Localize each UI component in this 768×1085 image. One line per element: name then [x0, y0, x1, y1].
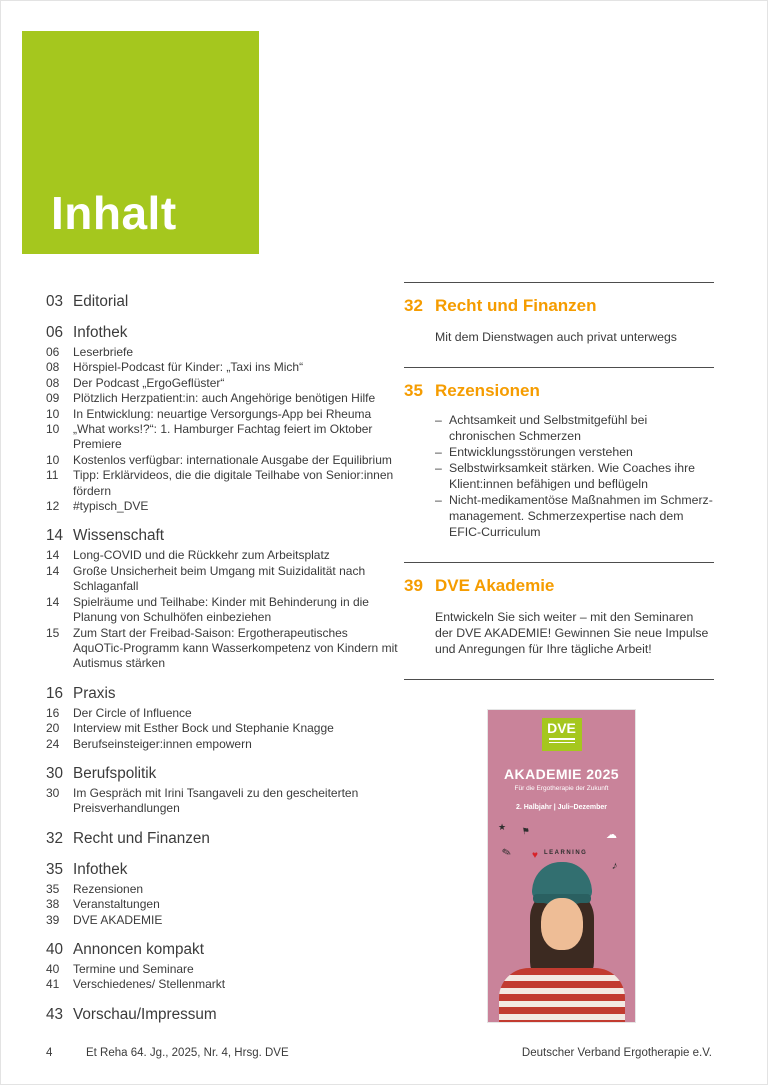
toc-page-number: 20 — [46, 721, 60, 736]
toc-entry-label: DVE AKADEMIE — [73, 912, 163, 927]
toc-item-row — [46, 499, 398, 514]
pencil-doodle-icon: ✎ — [500, 845, 513, 860]
highlight-page-number: 39 — [404, 576, 423, 595]
toc-entry-label: „What works!?“: 1. Hamburger Fachtag feiert im Oktober Premiere — [73, 422, 373, 452]
toc-page-number: 30 — [46, 785, 60, 800]
toc-entry-label: Hörspiel-Podcast für Kinder: „Taxi ins Mich“ — [73, 360, 304, 375]
footer-publisher: Deutscher Verband Ergotherapie e.V. — [521, 1047, 712, 1059]
highlight-heading — [404, 576, 714, 596]
toc-entry-label: Der Podcast „ErgoGeflüster“ — [73, 375, 225, 390]
highlight-heading — [404, 381, 714, 401]
toc-page-number: 35 — [46, 860, 64, 878]
toc-entry-label: Kostenlos verfügbar: internationale Ausgabe der Equilibrium — [73, 452, 392, 467]
list-dash: – — [435, 493, 442, 507]
toc-item-row — [46, 468, 398, 499]
page-title: Inhalt — [51, 187, 177, 239]
toc-item-row — [46, 786, 398, 817]
toc-item-row — [46, 407, 398, 422]
toc-item-row — [46, 977, 398, 992]
toc-item-row — [46, 548, 398, 563]
highlight-text: Entwickeln Sie sich weiter – mit den Seminaren der DVE AKADEMIE! Gewinnen Sie neue Impulse und Anregungen für Ihre tägliche Arbeit! — [435, 610, 709, 656]
toc-page-number: 12 — [46, 499, 60, 514]
toc-section-row — [46, 764, 398, 783]
list-item-text: Achtsamkeit und Selbstmitgefühl bei chronischen Schmerzen — [449, 413, 648, 443]
learning-doodle-text: LEARNING — [544, 850, 588, 856]
toc-section-row — [46, 292, 398, 311]
toc-item-row — [46, 376, 398, 391]
list-dash: – — [435, 413, 442, 427]
toc-item-row — [46, 422, 398, 453]
person-face — [541, 898, 583, 950]
cover-subtitle: Für die Ergotherapie der Zukunft — [514, 785, 609, 792]
list-dash: – — [435, 445, 442, 459]
toc-page-number: 14 — [46, 563, 60, 578]
list-dash: – — [435, 461, 442, 475]
toc-section-row — [46, 1005, 398, 1024]
toc-entry-label: Verschiedenes/ Stellenmarkt — [73, 977, 226, 992]
toc-item-row — [46, 345, 398, 360]
toc-entry-label: Editorial — [73, 293, 129, 310]
toc-item-row — [46, 595, 398, 626]
toc-page-number: 40 — [46, 961, 60, 976]
magazine-cover — [488, 710, 635, 1022]
toc-page-number: 14 — [46, 527, 64, 545]
toc-entry-label: Rezensionen — [73, 881, 144, 896]
cover-title: AKADEMIE 2025 — [504, 766, 619, 782]
toc-page-number: 08 — [46, 360, 60, 375]
dve-logo — [542, 718, 582, 751]
toc-page-number: 30 — [46, 764, 64, 782]
toc-entry-label: Long-COVID und die Rückkehr zum Arbeitsplatz — [73, 548, 330, 563]
page-footer — [46, 1047, 712, 1059]
toc-item-row — [46, 882, 398, 897]
toc-page-number: 16 — [46, 705, 60, 720]
list-item-text: Selbstwirksamkeit stärken. Wie Coaches ihre Klient:innen befähigen und beflügeln — [449, 461, 696, 491]
toc-entry-label: Infothek — [73, 860, 128, 878]
toc-entry-label: Wissenschaft — [73, 527, 164, 545]
toc-item-row — [46, 737, 398, 752]
toc-entry-label: Termine und Seminare — [73, 961, 194, 976]
toc-section-row — [46, 684, 398, 703]
toc-section-row — [46, 323, 398, 342]
toc-page-number: 11 — [46, 468, 59, 483]
toc-page-number: 16 — [46, 684, 64, 702]
toc-entry-label: Tipp: Erklärvideos, die die digitale Teilhabe von Senior:innen fördern — [73, 468, 394, 498]
toc-item-row — [46, 391, 398, 406]
list-item-text: Nicht-medikamentöse Maßnahmen im Schmerz-management. Schmerzexpertise nach dem EFIC-Curriculum — [449, 493, 713, 539]
dve-logo-text: DVE — [547, 720, 576, 736]
cloud-doodle-icon: ☁ — [606, 829, 617, 841]
inhalt-title-block — [22, 31, 259, 254]
toc-page-number: 14 — [46, 548, 60, 563]
toc-page-number: 06 — [46, 324, 64, 341]
toc-page-number: 10 — [46, 406, 60, 421]
toc-entry-label: Praxis — [73, 684, 116, 702]
highlight-list-item — [435, 444, 714, 460]
flag-doodle-icon: ⚑ — [521, 825, 531, 837]
toc-entry-label: Große Unsicherheit beim Umgang mit Suizidalität nach Schlaganfall — [73, 563, 366, 594]
toc-page-number: 09 — [46, 391, 60, 406]
highlight-block — [404, 367, 714, 562]
toc-page-number: 38 — [46, 897, 60, 912]
heart-doodle-icon: ♥ — [532, 850, 538, 861]
toc-page-number: 03 — [46, 293, 64, 310]
toc-section-row — [46, 940, 398, 959]
highlight-list-item — [435, 492, 714, 540]
toc-entry-label: Berufspolitik — [73, 764, 157, 782]
toc-page-number: 15 — [46, 625, 60, 640]
star-doodle-icon: ★ — [498, 822, 507, 832]
toc-item-row — [46, 706, 398, 721]
toc-section-row — [46, 860, 398, 879]
toc-entry-label: Recht und Finanzen — [73, 829, 210, 847]
toc-entry-label: #typisch_DVE — [73, 499, 149, 514]
highlight-title: DVE Akademie — [435, 576, 555, 595]
footer-issue-info: Et Reha 64. Jg., 2025, Nr. 4, Hrsg. DVE — [86, 1047, 289, 1059]
highlight-title: Rezensionen — [435, 381, 540, 400]
toc-entry-label: Im Gespräch mit Irini Tsangaveli zu den gescheiterten Preisverhandlungen — [73, 785, 359, 816]
toc-page-number: 35 — [46, 881, 60, 896]
toc-item-row — [46, 564, 398, 595]
highlight-list — [435, 412, 714, 540]
highlight-list-item — [435, 412, 714, 444]
toc-entry-label: Plötzlich Herzpatient:in: auch Angehörige benötigen Hilfe — [73, 391, 376, 406]
toc-section-row — [46, 526, 398, 545]
cover-person-photo — [488, 859, 635, 1022]
person-striped-shirt — [499, 968, 625, 1022]
toc-entry-label: Annoncen kompakt — [73, 940, 204, 958]
toc-item-row — [46, 897, 398, 912]
toc-page-number: 32 — [46, 829, 64, 847]
toc-page-number: 40 — [46, 940, 64, 958]
toc-entry-label: Veranstaltungen — [73, 897, 160, 912]
toc-entry-label: Infothek — [73, 324, 128, 341]
highlight-sections — [404, 282, 714, 680]
table-of-contents — [46, 292, 398, 1027]
toc-page-number: 43 — [46, 1005, 64, 1023]
toc-item-row — [46, 721, 398, 736]
toc-entry-label: Der Circle of Influence — [73, 705, 192, 720]
toc-item-row — [46, 360, 398, 375]
highlight-title: Recht und Finanzen — [435, 296, 597, 315]
toc-item-row — [46, 453, 398, 468]
toc-entry-label: Interview mit Esther Bock und Stephanie Knagge — [73, 721, 334, 736]
toc-page-number: 41 — [46, 977, 60, 992]
highlight-heading — [404, 296, 714, 316]
highlight-block — [404, 562, 714, 679]
list-item-text: Entwicklungsstörungen verstehen — [449, 445, 633, 459]
toc-entry-label: In Entwicklung: neuartige Versorgungs-App bei Rheuma — [73, 406, 372, 421]
toc-page-number: 39 — [46, 912, 60, 927]
cover-edition: 2. Halbjahr | Juli–Dezember — [515, 804, 608, 811]
music-note-doodle-icon: ♪ — [610, 859, 619, 873]
toc-item-row — [46, 913, 398, 928]
toc-entry-label: Spielräume und Teilhabe: Kinder mit Behinderung in die Planung von Schulhöfen einbeziehen — [73, 594, 369, 625]
toc-entry-label: Berufseinsteiger:innen empowern — [73, 736, 252, 751]
toc-item-row — [46, 626, 398, 672]
toc-page-number: 14 — [46, 594, 60, 609]
toc-item-row — [46, 962, 398, 977]
toc-page-number: 06 — [46, 345, 60, 359]
highlight-block — [404, 282, 714, 367]
toc-page-number: 24 — [46, 736, 60, 751]
highlight-text: Mit dem Dienstwagen auch privat unterwegs — [435, 330, 677, 344]
toc-page-number: 10 — [46, 452, 60, 467]
footer-page-number: 4 — [46, 1047, 53, 1059]
dve-logo-tagline-lines — [549, 738, 575, 743]
toc-page-number: 08 — [46, 375, 60, 390]
toc-entry-label: Leserbriefe — [73, 345, 134, 359]
toc-section-row — [46, 829, 398, 848]
highlight-list-item — [435, 460, 714, 492]
highlight-page-number: 35 — [404, 381, 423, 400]
highlight-page-number: 32 — [404, 296, 423, 315]
toc-entry-label: Zum Start der Freibad-Saison: Ergotherapeutisches AquOTic-Programm kann Wasserkompetenz von Kindern mit Autismus stärken — [73, 625, 398, 671]
toc-page-number: 10 — [46, 422, 60, 437]
toc-entry-label: Vorschau/Impressum — [73, 1005, 217, 1023]
